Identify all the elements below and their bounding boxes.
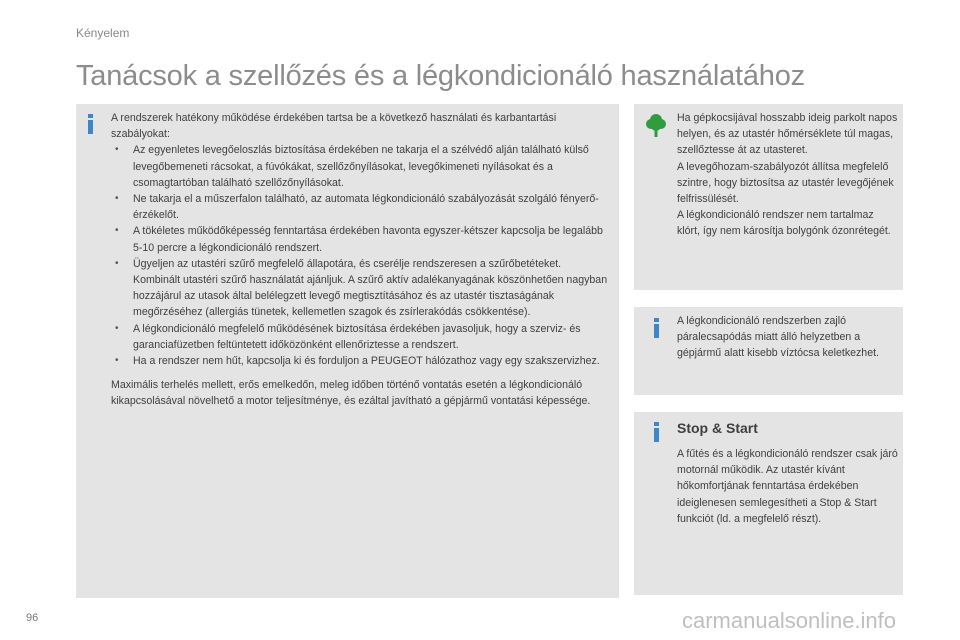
main-intro: A rendszerek hatékony működése érdekében tartsa be a következő használati és karbantartási szabályokat: bbox=[111, 112, 557, 141]
info-icon bbox=[88, 120, 93, 134]
page-title: Tanácsok a szellőzés és a légkondicionáló használatához bbox=[76, 60, 805, 92]
condensation-text: A légkondicionáló rendszerben zajló páralecsapódás miatt álló helyzetben a gépjármű alatt kisebb víztócsa keletkezhet. bbox=[677, 315, 879, 360]
info-icon bbox=[654, 428, 659, 442]
list-item bbox=[111, 256, 611, 321]
list-item: • A légkondicionáló megfelelő működésének biztosítása érdekében javasoljuk, hogy a szerviz- és garanciafüzetben feltüntetett időközönként ellenőriztesse a rendszert. bbox=[111, 321, 611, 353]
list-item: • A tökéletes működőképesség fenntartása érdekében havonta egyszer-kétszer kapcsolja be legalább 5-10 percre a légkondicionáló rendszert. bbox=[111, 223, 611, 255]
stop-start-info-panel bbox=[634, 412, 903, 595]
stop-start-heading: Stop & Start bbox=[677, 420, 758, 436]
filter-note: Kombinált utastéri szűrő használatát ajánljuk. A szűrő aktív adalékanyagának köszönhetően nagyban hozzájárul az utasok által belélegzett levegő megtisztításához és az utastér tisztaságának megőrzéséhez (allergiás tünetek, kellemetlen szagok és zsírlerakódás csökkentése). bbox=[133, 274, 608, 319]
watermark: carmanualsonline.info bbox=[682, 608, 897, 633]
info-icon bbox=[654, 324, 659, 338]
main-panel-text bbox=[111, 110, 611, 410]
tree-icon bbox=[645, 112, 667, 138]
page-number: 96 bbox=[26, 612, 39, 624]
list-item: • Ne takarja el a műszerfalon található, az automata légkondicionáló szabályozását szolgáló fényerő-érzékelőt. bbox=[111, 191, 611, 223]
main-closing: Maximális terhelés mellett, erős emelkedőn, meleg időben történő vontatás esetén a légkondicionáló kikapcsolásával növelhető a motor teljesítménye, és ezáltal javítható a gépjármű vontatási képessége. bbox=[111, 379, 591, 408]
eco-tip-panel bbox=[634, 104, 903, 290]
eco-paragraph: A levegőhozam-szabályozót állítsa megfelelő szintre, hogy biztosítsa az utastér levegőjének felfrissülését. bbox=[677, 160, 894, 206]
advice-list bbox=[111, 142, 611, 369]
main-info-panel bbox=[76, 104, 619, 598]
filter-advice: Ügyeljen az utastéri szűrő megfelelő állapotára, és cserélje rendszeresen a szűrőbetéteket. bbox=[133, 257, 562, 270]
list-item: • Az egyenletes levegőeloszlás biztosítása érdekében ne takarja el a szélvédő alján található külső levegőbemeneti rácsokat, a fúvókákat, szellőzőnyílásokat, levegőkimeneti nyílásokat és a csomagtartóban található szellőzőnyílásokat. bbox=[111, 142, 611, 191]
eco-paragraph: Ha gépkocsijával hosszabb ideig parkolt napos helyen, és az utastér hőmérséklete túl magas, szellőztesse át az utasteret. bbox=[677, 112, 898, 157]
stop-start-text: A fűtés és a légkondicionáló rendszer csak járó motornál működik. Az utastér kívánt hőkomfortjának fenntartása érdekében ideiglenesen semlegesítheti a Stop & Start funkciót (ld. a megfelelő részt). bbox=[677, 448, 898, 525]
list-item: • Ha a rendszer nem hűt, kapcsolja ki és forduljon a PEUGEOT hálózathoz vagy egy szakszervizhez. bbox=[111, 353, 611, 369]
chapter-label: Kényelem bbox=[76, 26, 130, 40]
eco-tip-text bbox=[677, 110, 899, 240]
condensation-info-panel bbox=[634, 307, 903, 395]
eco-paragraph: A légkondicionáló rendszer nem tartalmaz klórt, így nem károsítja bolygónk ózonrétegét. bbox=[677, 209, 891, 238]
